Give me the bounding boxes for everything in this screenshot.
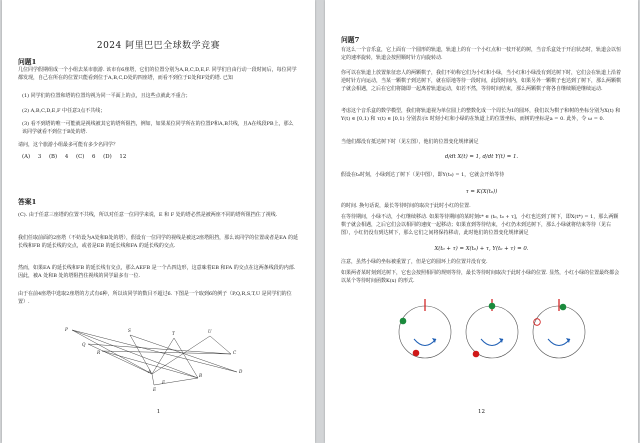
- red-token: [413, 350, 420, 357]
- problem-paragraph: 的时间. 换句话说，最长等待时间的取决于此时小红的位置.: [341, 203, 471, 209]
- label-Q: Q: [82, 342, 86, 347]
- page-number: 12: [478, 409, 485, 415]
- label-S: S: [128, 328, 131, 333]
- problem-paragraph: 当他们都没有抵达树下时（见左图），他们的位置变化规律满足: [341, 139, 479, 145]
- label-R: R: [97, 350, 101, 355]
- equation-velocity: d/dt X(t) = 1, d/dt Y(t) = 1.: [444, 154, 519, 160]
- label-T: T: [172, 331, 175, 336]
- page-number: 1: [156, 409, 161, 415]
- answer-paragraph: 然而，如果EA 的延长线和FB 的延长线有交点，那么AEFB 是一个凸四边形，这意味着EB 和FA 的交点在这两条线段的内部. 因此，被A 处和B 处的塔阻挡住视线的同学最多有一位.: [18, 265, 296, 279]
- problem-intro: 几位同学假期组成一个小组去某市旅游. 该市有6座塔，它们的位置分别为A,B,C,D,E,F. 同学们自由行动一段时间后，每位同学都发现，自己在所在的位置只能看到位于A,B,C,D处的四座塔，而看不到位于E处和F处的塔. 已知: [18, 67, 297, 81]
- problem-paragraph: 假设在t₀时刻，小绿到达了树下（见中图），即Y(t₀) = 1，它就会开始等待: [341, 172, 505, 178]
- document-title: 2024 阿里巴巴全球数学竞赛: [96, 41, 221, 51]
- problem-heading: 问题7: [341, 36, 360, 44]
- equation-wait-time: τ = K(X(t₀)): [465, 189, 498, 195]
- problem-paragraph: 在等待期间，小绿不动，小红继续移动. 如果等待期间的某时刻t* ∈ (t₀, t₀ + τ]，小红也达到了树下，即X(t*) = 1，那么两颗棋子就会相遇，之后它们会以相同的速度一起移动；如果直到等待结束，小红仍未到达树下，那么小绿就将结束等待（见右图），小红仍没有到达树下，那么它们之间将保持移动，此时他们的位置变化规律满足: [341, 214, 619, 236]
- sight-lines: [72, 330, 237, 385]
- page-right: [325, 0, 638, 443]
- label-A: A: [148, 369, 152, 374]
- problem-paragraph: 考虑这个音乐盒的数学模型，我们将轨道视为单位圆上的整数化成一个周长为1的圆环，我们以为棋子和树的坐标分别为X(t) 和Y(t) ∈ [0,1) 和 τ(t) ∈ [0,1) 分别表示t 时刻小红和小绿的在轨道上的位置坐标，而树的坐标是a = 0. 此外，令 ω = 0.: [341, 108, 621, 122]
- page-left: [2, 0, 315, 443]
- answer-paragraph: 我们任取前面的2座塔（不妨设为A处和B处的塔），假设有一位同学的视线是被这2座塔阻挡，那么该同学的位置或者是EA 的延长线和FB 的延长线的交点，或者是EB 的延长线和FA 的延长线的交点.: [18, 235, 299, 249]
- diagram-right: [533, 299, 585, 358]
- label-P: P: [65, 327, 68, 332]
- music-box-diagrams: [325, 0, 638, 443]
- diagram-left: [399, 299, 451, 358]
- answer-heading: 答案1: [18, 198, 37, 206]
- equation-reset: X(t₀ + τ) = X(t₀) + τ, Y(t₀ + τ) = 0.: [434, 246, 529, 252]
- tower-figure: [2, 0, 315, 443]
- problem-paragraph: 如果两者某时刻到达树下，它也会按照相同的规则等待，最长等待时间取决于此时小绿的位置. 显然，小红小绿的位置最终都会以某个等待时间函数K(x) 的形式.: [341, 270, 620, 284]
- problem-paragraph: 注意，虽然小绿的坐标被重置了，但是它的圆环上的位置并没有变.: [341, 259, 488, 265]
- label-D: D: [239, 369, 243, 374]
- answer-paragraph: 由于在前4座塔中选取2座塔的方式有6种，所以该同学的数目不超过6. 下图是一个取到6的例子（P,Q,R,S,T,U 是同学们的位置）.: [18, 291, 292, 305]
- label-U: U: [208, 329, 212, 334]
- label-F: F: [162, 380, 165, 385]
- problem-paragraph: 有这么一个音乐盒，它上面有一个圆形的轨道，轨道上的有一个小红点和一枝开花的树，当音乐盒处于开启状态时，轨道会以恒定的速率旋转，轨道会按照顺时针方向旋转动.: [341, 47, 622, 61]
- problem-heading: 问题1: [18, 58, 37, 66]
- problem-question: 请问，这个旅游小组最多可能有多少名同学？: [18, 142, 119, 148]
- diagram-middle: [466, 299, 518, 358]
- problem-paragraph: 你可以在轨道上放置象征恋人的两颗棋子，我们不妨称它们为小红和小绿，当小红和小绿没有到达树下时，它们会在轨道上沿着逆时针方向运动，当某一颗棋子到达树下，就在原地等待一段时间，此段时间内，如果另外一颗棋子也达到了树下，那么两颗棋子就会相遇，之后在它们将随即一起离着轨道运动，如若不然，等待时间结束，那么两颗棋子将各自继续顺逆继续运动.: [341, 70, 622, 92]
- answer-paragraph: (C). 由于任意三座塔的位置不共线，所以对任意一位同学来说，E 和 F 处的塔必然是被两座不同的塔所阻挡住了视线.: [18, 212, 278, 218]
- red-token: [473, 351, 480, 358]
- green-token: [560, 304, 567, 311]
- label-C: C: [233, 350, 237, 355]
- label-B: B: [199, 373, 203, 378]
- condition-item: (3) 看不到塔的唯一可能就是视线被其它的塔所阻挡，例如，如果某位同学所在的位置P和A,B共线，且A在线段PB上，那么该同学就看不到位于B处的塔.: [22, 121, 294, 135]
- condition-item: (1) 同学们的位置和塔的位置均视为同一平面上的点，且这些点就此不重合；: [22, 93, 191, 99]
- answer-options: (A) 3 (B) 4 (C) 6 (D) 12: [22, 154, 127, 160]
- green-token: [489, 303, 496, 310]
- green-token: [400, 318, 407, 325]
- label-E: E: [153, 387, 157, 392]
- condition-item: (2) A,B,C,D,E,F 中任意3点不共线；: [22, 108, 106, 114]
